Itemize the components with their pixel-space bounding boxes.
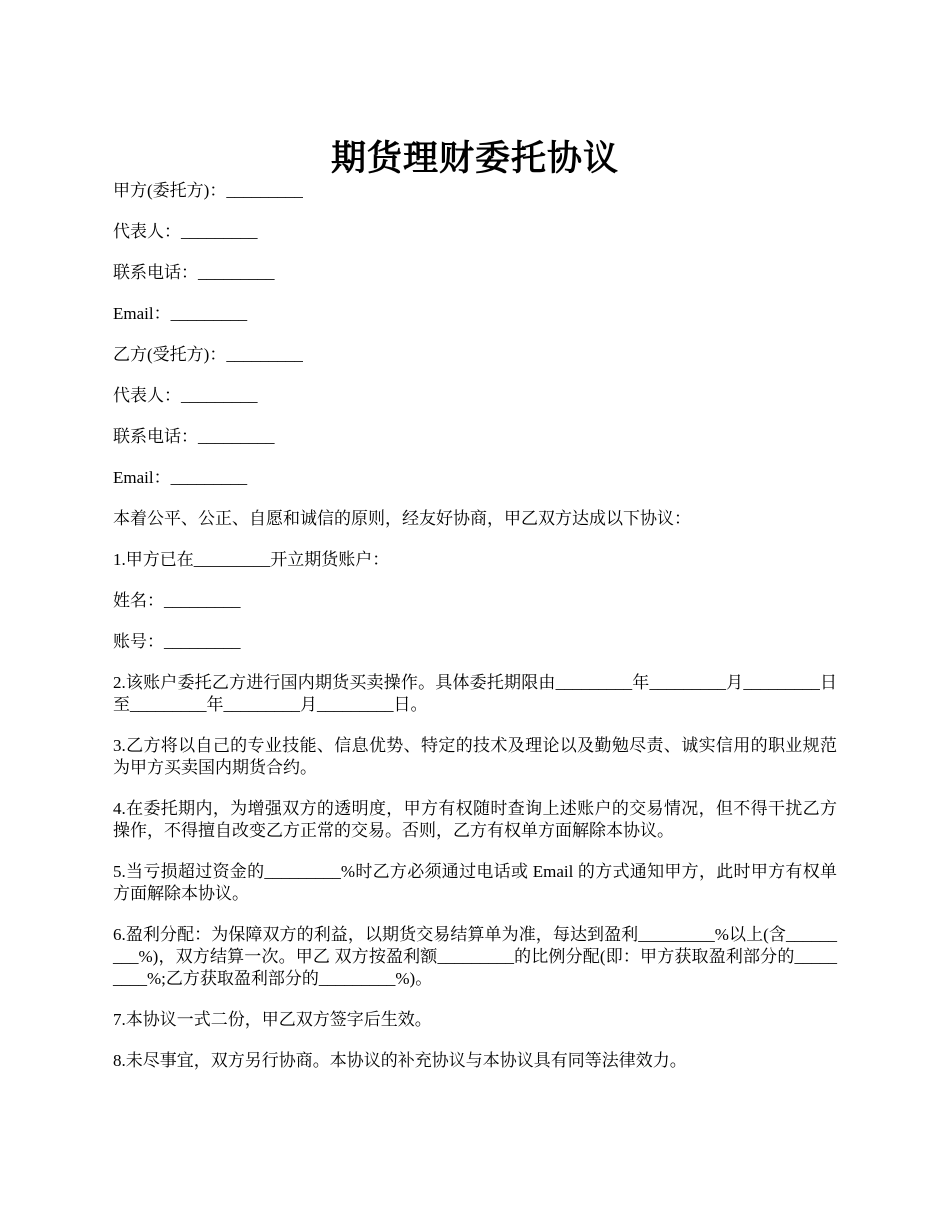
party-a-representative: 代表人：_________ [113, 222, 258, 241]
clause-5: 5.当亏损超过资金的_________%时乙方必须通过电话或 Email 的方式通知甲方，此时甲方有权单方面解除本协议。 [113, 862, 837, 903]
clause-2: 2.该账户委托乙方进行国内期货买卖操作。具体委托期限由_________年_________月_________日至_________年_________月_________日。 [113, 673, 837, 714]
party-b-field: 乙方(受托方)：_________ [113, 345, 303, 364]
clause-6: 6.盈利分配：为保障双方的利益，以期货交易结算单为准，每达到盈利_________%以上(含_________%)，双方结算一次。甲乙 双方按盈利额_________的比例分配(即：甲方获取盈利部分的_________%;乙方获取盈利部分的_________%)。 [113, 925, 837, 988]
account-name-field: 姓名：_________ [113, 591, 241, 610]
party-a-email: Email：_________ [113, 304, 248, 323]
party-b-representative: 代表人：_________ [113, 386, 258, 405]
account-number-field: 账号：_________ [113, 632, 241, 651]
party-b-phone: 联系电话：_________ [113, 427, 275, 446]
party-a-field: 甲方(委托方)：_________ [113, 181, 303, 200]
document-body [113, 180, 837, 1091]
clause-4: 4.在委托期内，为增强双方的透明度，甲方有权随时查询上述账户的交易情况，但不得干扰乙方操作，不得擅自改变乙方正常的交易。否则，乙方有权单方面解除本协议。 [113, 799, 837, 840]
party-a-phone: 联系电话：_________ [113, 263, 275, 282]
clause-1: 1.甲方已在_________开立期货账户： [113, 550, 390, 569]
party-b-email: Email：_________ [113, 468, 248, 487]
preamble: 本着公平、公正、自愿和诚信的原则，经友好协商，甲乙双方达成以下协议： [113, 509, 691, 528]
document-title: 期货理财委托协议 [330, 139, 619, 179]
clause-3: 3.乙方将以自己的专业技能、信息优势、特定的技术及理论以及勤勉尽责、诚实信用的职业规范为甲方买卖国内期货合约。 [113, 736, 837, 777]
clause-8: 8.未尽事宜，双方另行协商。本协议的补充协议与本协议具有同等法律效力。 [113, 1051, 687, 1070]
clause-7: 7.本协议一式二份，甲乙双方签字后生效。 [113, 1010, 432, 1029]
